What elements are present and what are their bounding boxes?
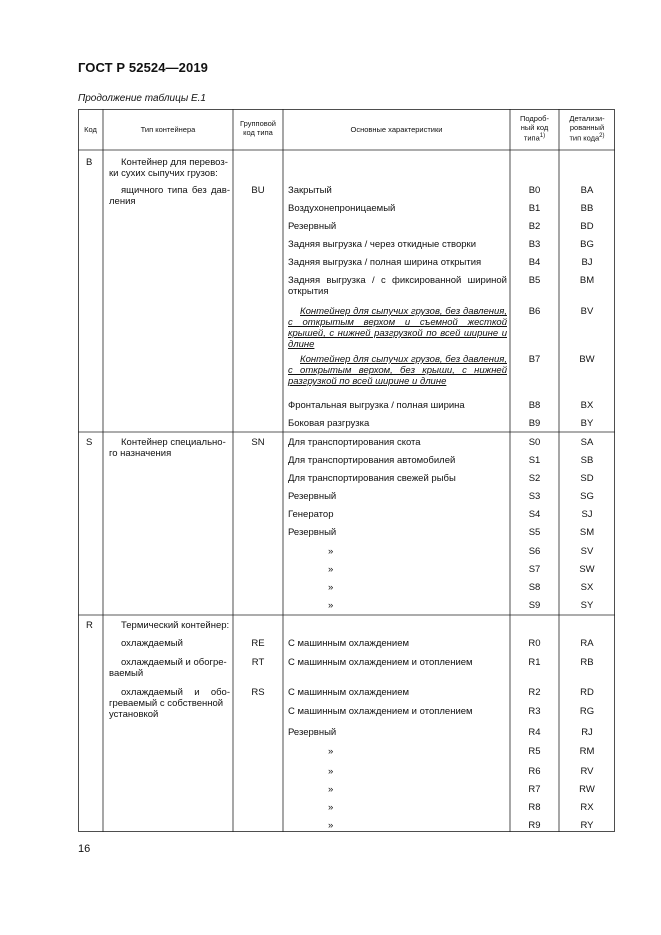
detailed-code-rm: RM bbox=[579, 746, 595, 757]
characteristic-b4: Задняя выгрузка / полная ширина открытия bbox=[288, 257, 482, 268]
classification-table bbox=[78, 109, 615, 832]
detailed-code-bg: BG bbox=[580, 239, 594, 250]
detail-code-s9: S9 bbox=[528, 600, 541, 611]
detail-code-b0: B0 bbox=[528, 185, 541, 196]
section-r-sub2-line1: охлаждаемый и обогре- bbox=[121, 657, 227, 668]
detail-code-b8: B8 bbox=[528, 400, 541, 411]
section-r-sub3-line2: греваемый с собственной bbox=[109, 698, 224, 709]
detail-code-b7: B7 bbox=[528, 354, 541, 365]
section-b-group-code: BU bbox=[251, 185, 265, 196]
detailed-code-sd: SD bbox=[580, 473, 594, 484]
detailed-code-rj: RJ bbox=[581, 727, 593, 738]
section-b-type-line1: Контейнер для перевоз- bbox=[121, 157, 228, 168]
detail-code-b2: B2 bbox=[528, 221, 541, 232]
section-r-group-code-rt: RT bbox=[251, 657, 265, 668]
detail-code-r3: R3 bbox=[528, 706, 541, 717]
detail-code-r4: R4 bbox=[528, 727, 541, 738]
detail-code-s2: S2 bbox=[528, 473, 541, 484]
detailed-code-sw: SW bbox=[579, 564, 595, 575]
characteristic-b9: Боковая разгрузка bbox=[288, 418, 370, 429]
detail-code-r2: R2 bbox=[528, 687, 541, 698]
detailed-code-sx: SX bbox=[580, 582, 594, 593]
detail-code-s8: S8 bbox=[528, 582, 541, 593]
detailed-code-rg: RG bbox=[579, 706, 595, 717]
detailed-code-rw: RW bbox=[579, 784, 595, 795]
section-r-sub3-line1: охлаждаемый и обо- bbox=[121, 687, 230, 698]
characteristic-r5: » bbox=[328, 746, 334, 757]
detailed-code-sa: SA bbox=[580, 437, 594, 448]
header-detailed-line2: рованный bbox=[569, 123, 605, 132]
detailed-code-sj: SJ bbox=[581, 509, 593, 520]
detail-code-b1: B1 bbox=[528, 203, 541, 214]
detailed-code-ra: RA bbox=[580, 638, 594, 649]
characteristic-r6: » bbox=[328, 766, 334, 777]
detail-code-s0: S0 bbox=[528, 437, 541, 448]
detail-code-r9: R9 bbox=[528, 820, 541, 831]
detail-code-s7: S7 bbox=[528, 564, 541, 575]
characteristic-s3: Резервный bbox=[288, 491, 337, 502]
detail-code-b4: B4 bbox=[528, 257, 541, 268]
section-r-sub-cooled: охлаждаемый bbox=[121, 638, 183, 649]
detailed-code-ry: RY bbox=[580, 820, 594, 831]
detail-code-s3: S3 bbox=[528, 491, 541, 502]
characteristic-r3: С машинным охлаждением и отоплением bbox=[288, 706, 473, 717]
detail-code-r7: R7 bbox=[528, 784, 541, 795]
section-s-code: S bbox=[86, 437, 93, 448]
header-detail-line3-text: типа bbox=[523, 133, 540, 143]
characteristic-s0: Для транспортирования скота bbox=[288, 437, 421, 448]
detailed-code-bv: BV bbox=[580, 306, 594, 317]
characteristic-s1: Для транспортирования автомобилей bbox=[288, 455, 456, 466]
characteristic-s5: Резервный bbox=[288, 527, 337, 538]
detail-code-r5: R5 bbox=[528, 746, 541, 757]
section-b-type-line2: ки сухих сыпучих грузов: bbox=[109, 168, 218, 179]
characteristic-r0: С машинным охлаждением bbox=[288, 638, 410, 649]
detailed-code-rv: RV bbox=[580, 766, 594, 777]
header-detailed-footnote: 2) bbox=[599, 133, 605, 139]
section-s-type-line2: го назначения bbox=[109, 448, 172, 459]
detailed-code-bj: BJ bbox=[581, 257, 593, 268]
characteristic-b0: Закрытый bbox=[288, 185, 332, 196]
detailed-code-sg: SG bbox=[580, 491, 594, 502]
detail-code-r1: R1 bbox=[528, 657, 541, 668]
header-detail-line3 bbox=[510, 132, 559, 143]
detailed-code-by: BY bbox=[580, 418, 594, 429]
characteristic-r9: » bbox=[328, 820, 334, 831]
section-r-sub-cooled-heated bbox=[109, 657, 230, 679]
section-r-sub3-line3: установкой bbox=[109, 709, 159, 720]
characteristic-s2: Для транспортирования свежей рыбы bbox=[288, 473, 456, 484]
header-code: Код bbox=[84, 125, 97, 134]
characteristic-s4: Генератор bbox=[288, 509, 334, 520]
detailed-code-bx: BX bbox=[580, 400, 594, 411]
characteristic-s6: » bbox=[328, 546, 334, 557]
header-detail-code bbox=[510, 114, 559, 143]
section-r-code: R bbox=[86, 620, 93, 631]
detailed-code-sy: SY bbox=[580, 600, 594, 611]
detail-code-b9: B9 bbox=[528, 418, 541, 429]
characteristic-b3: Задняя выгрузка / через откидные створки bbox=[288, 239, 477, 250]
document-title: ГОСТ Р 52524—2019 bbox=[78, 60, 208, 75]
characteristic-b1: Воздухонепроницаемый bbox=[288, 203, 396, 214]
detailed-code-ba: BA bbox=[580, 185, 594, 196]
characteristic-b8: Фронтальная выгрузка / полная ширина bbox=[288, 400, 465, 411]
characteristic-r8: » bbox=[328, 802, 334, 813]
section-r-sub-own-unit bbox=[109, 687, 230, 720]
table-grid-lines bbox=[78, 109, 615, 832]
detailed-code-sb: SB bbox=[580, 455, 594, 466]
detail-code-b6: B6 bbox=[528, 306, 541, 317]
page-number: 16 bbox=[78, 843, 91, 855]
characteristic-b7: Контейнер для сыпучих грузов, без давления, с открытым верхом, без крыши, с нижней разгрузкой по всей ширине и длине bbox=[288, 354, 507, 387]
section-r-sub2-line2: ваемый bbox=[109, 668, 144, 679]
header-detail-line2: ный код bbox=[520, 123, 549, 132]
header-detailed-code bbox=[559, 114, 615, 143]
characteristic-r7: » bbox=[328, 784, 334, 795]
detailed-code-rd: RD bbox=[580, 687, 594, 698]
header-detail-footnote: 1) bbox=[539, 133, 546, 139]
detailed-code-sv: SV bbox=[580, 546, 594, 557]
header-group-code bbox=[233, 119, 283, 137]
section-b-type bbox=[109, 157, 230, 179]
section-r-group-code-re: RE bbox=[251, 638, 265, 649]
detailed-code-bw: BW bbox=[579, 354, 595, 365]
header-characteristics: Основные характеристики bbox=[350, 125, 443, 134]
characteristic-s8: » bbox=[328, 582, 334, 593]
detail-code-s4: S4 bbox=[528, 509, 541, 520]
section-r-group-code-rs: RS bbox=[251, 687, 265, 698]
header-detailed-line3-text: тип кода bbox=[569, 133, 600, 143]
header-group-code-line1: Групповой bbox=[239, 119, 277, 128]
section-s-type bbox=[109, 437, 230, 459]
detailed-code-rx: RX bbox=[580, 802, 594, 813]
characteristic-b2: Резервный bbox=[288, 221, 337, 232]
section-s-type-line1: Контейнер специально- bbox=[121, 437, 226, 448]
detail-code-s5: S5 bbox=[528, 527, 541, 538]
characteristic-r4: Резервный bbox=[288, 727, 337, 738]
characteristic-r2: С машинным охлаждением bbox=[288, 687, 410, 698]
detail-code-r0: R0 bbox=[528, 638, 541, 649]
detail-code-b5: B5 bbox=[528, 275, 541, 286]
section-b-type-sub: ящичного типа без дав-ления bbox=[109, 185, 230, 207]
header-detail-line1: Подроб- bbox=[520, 114, 549, 123]
detail-code-r8: R8 bbox=[528, 802, 541, 813]
header-group-code-line2: код типа bbox=[243, 128, 273, 137]
table-caption: Продолжение таблицы Е.1 bbox=[78, 93, 206, 104]
characteristic-b5: Задняя выгрузка / с фиксированной шириной открытия bbox=[288, 275, 507, 297]
detailed-code-sm: SM bbox=[579, 527, 595, 538]
section-b-code: B bbox=[86, 157, 93, 168]
section-r-type: Термический контейнер: bbox=[121, 620, 230, 631]
detailed-code-bd: BD bbox=[580, 221, 594, 232]
detail-code-b3: B3 bbox=[528, 239, 541, 250]
characteristic-r1: С машинным охлаждением и отоплением bbox=[288, 657, 473, 668]
characteristic-s9: » bbox=[328, 600, 334, 611]
detailed-code-bb: BB bbox=[580, 203, 594, 214]
header-detailed-line3 bbox=[559, 132, 615, 143]
detailed-code-rb: RB bbox=[580, 657, 594, 668]
detailed-code-bm: BM bbox=[579, 275, 595, 286]
section-s-group-code: SN bbox=[251, 437, 265, 448]
characteristic-s7: » bbox=[328, 564, 334, 575]
characteristic-b6: Контейнер для сыпучих грузов, без давления, с открытым верхом и съемной жесткой крышей, с нижней разгрузкой по всей ширине и длине bbox=[288, 306, 507, 350]
detail-code-s6: S6 bbox=[528, 546, 541, 557]
header-container-type: Тип контейнера bbox=[140, 125, 196, 134]
header-detailed-line1: Детализи- bbox=[569, 114, 605, 123]
detail-code-s1: S1 bbox=[528, 455, 541, 466]
detail-code-r6: R6 bbox=[528, 766, 541, 777]
